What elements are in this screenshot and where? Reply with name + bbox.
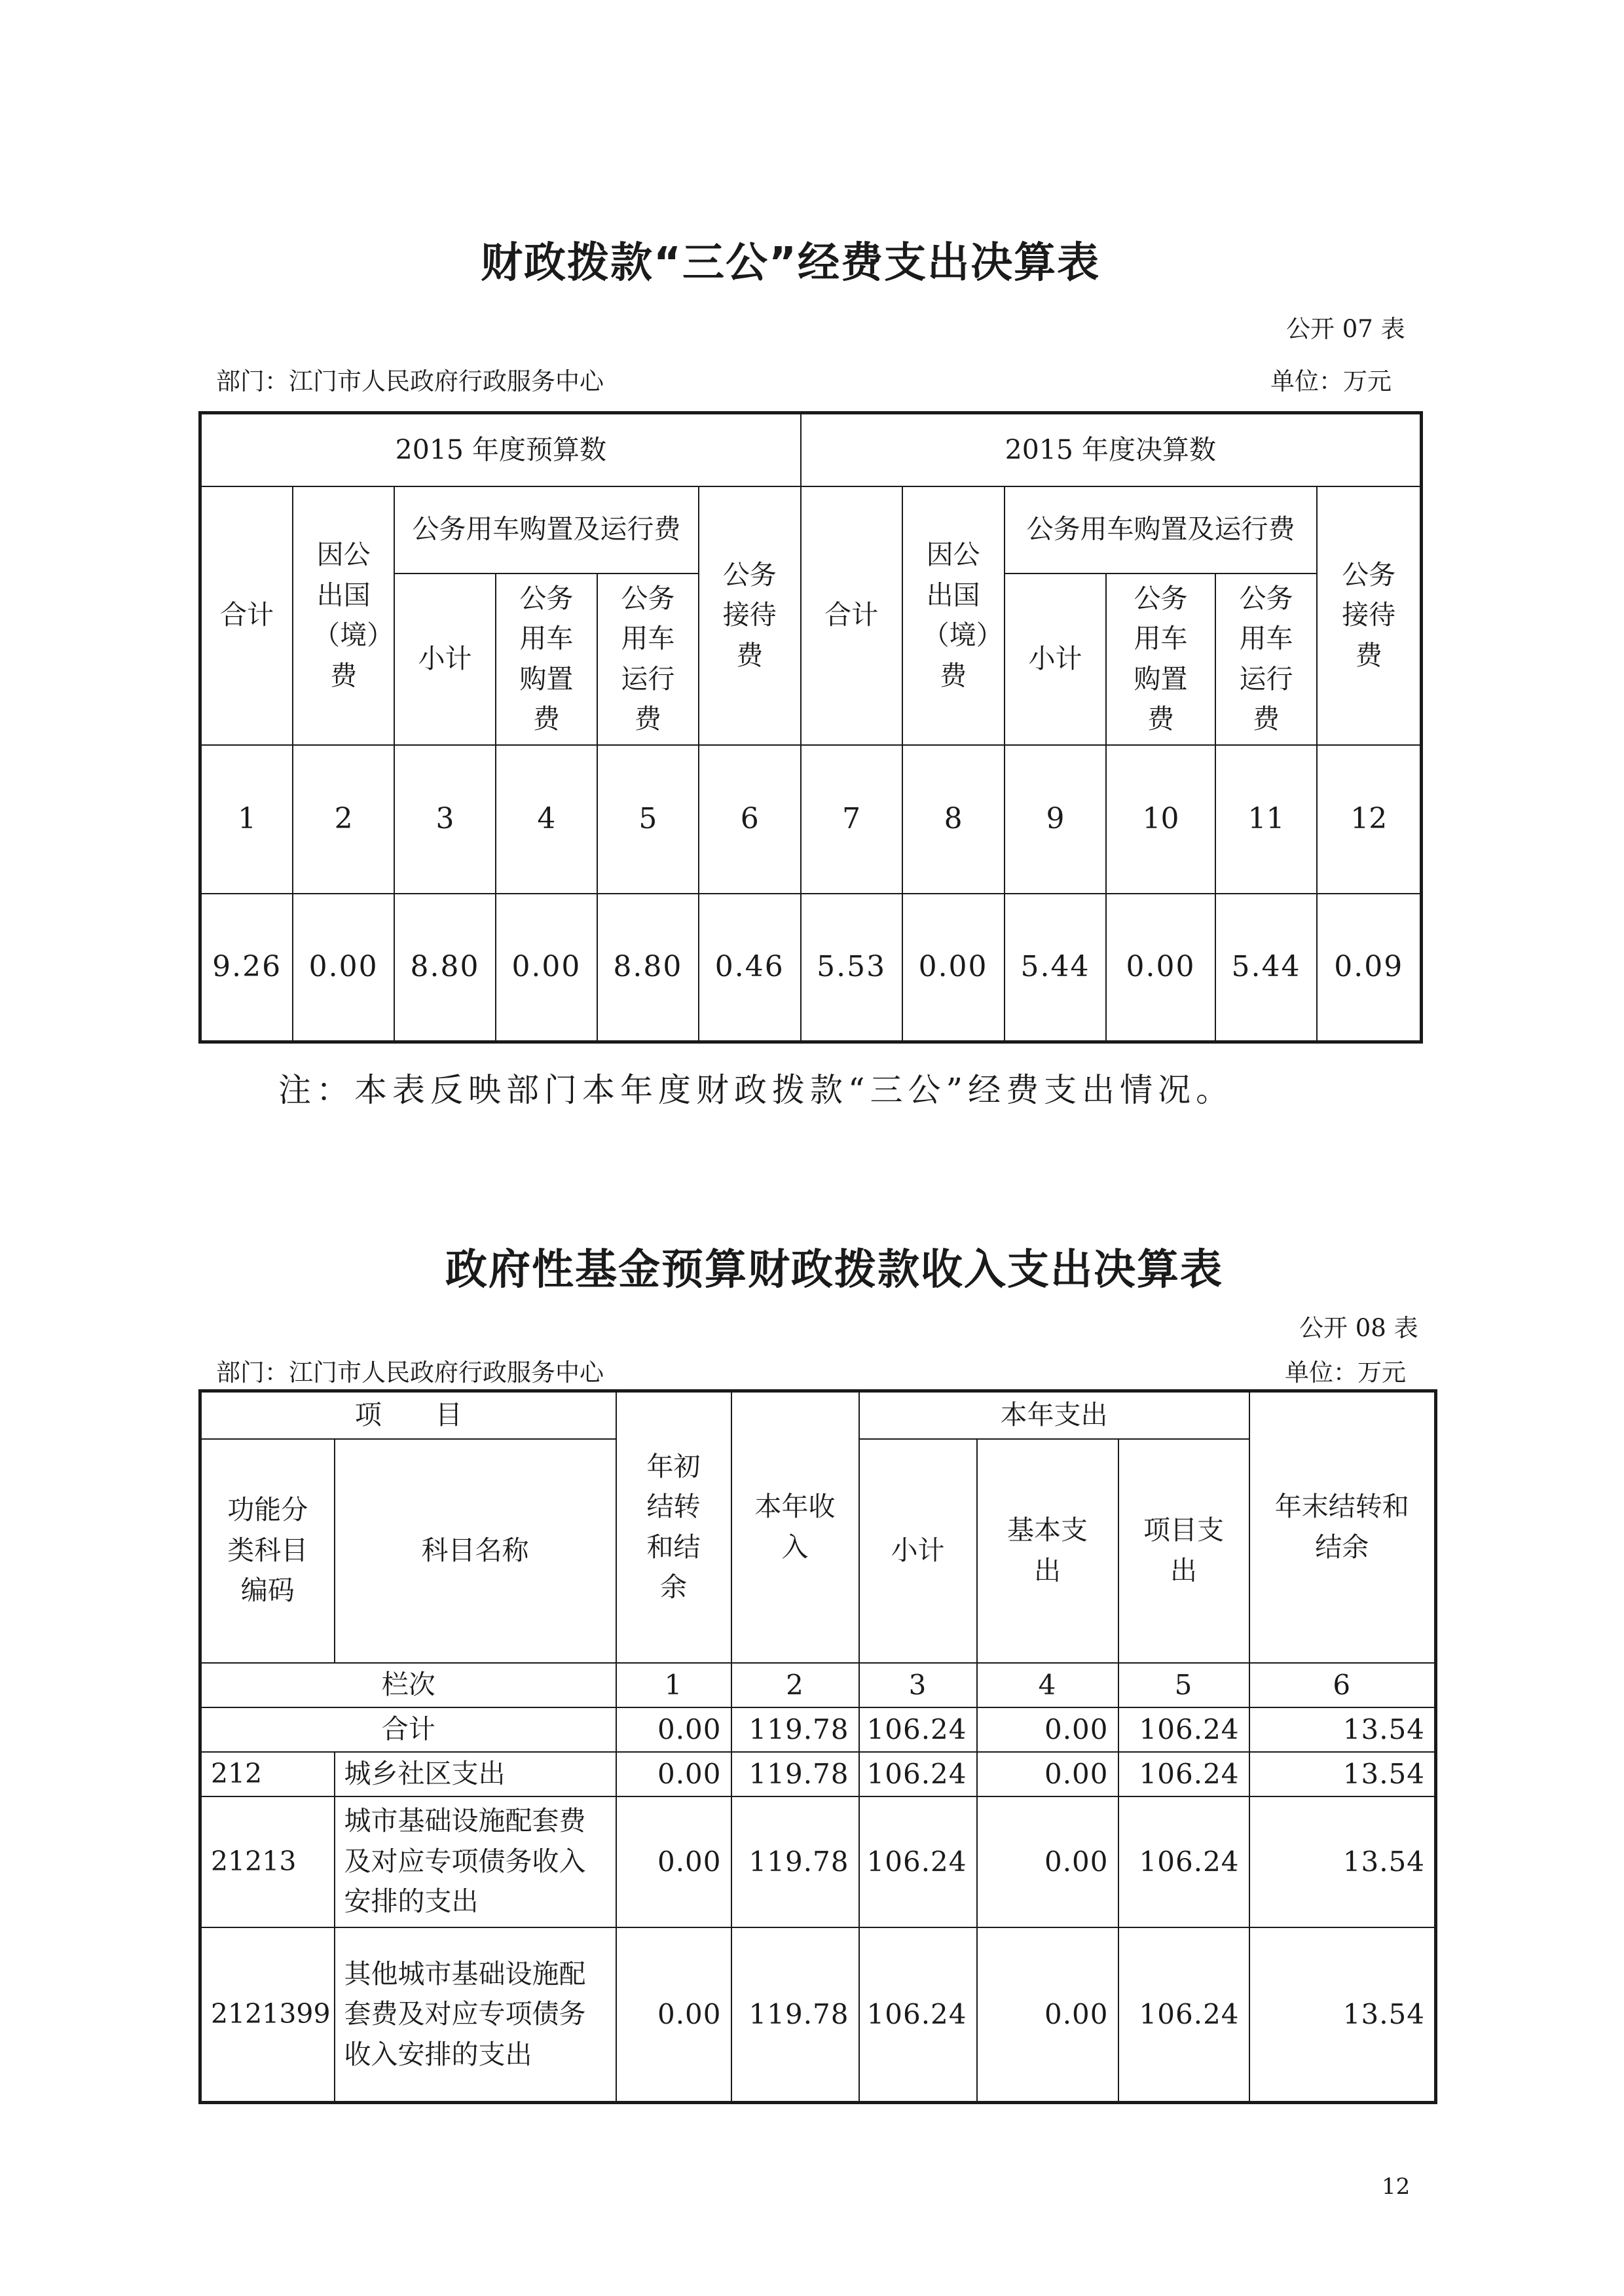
- col-purchase-actual: 公务用车购置费: [1106, 574, 1215, 745]
- value-cell: 106.24: [859, 1707, 977, 1752]
- value-cell: 0.00: [902, 894, 1005, 1042]
- lanci-row: [200, 1663, 1436, 1707]
- col-subtotal-actual: 小计: [1005, 574, 1107, 745]
- subject-name: 城市基础设施配套费及对应专项债务收入安排的支出: [335, 1796, 616, 1927]
- col-number: 4: [977, 1663, 1118, 1707]
- column-number-row: [200, 745, 1422, 894]
- col-number: 12: [1317, 745, 1421, 894]
- value-cell: 0.00: [616, 1752, 731, 1796]
- col-number: 10: [1106, 745, 1215, 894]
- value-cell: 0.00: [616, 1927, 731, 2103]
- value-cell: 0.00: [293, 894, 394, 1042]
- value-cell: 5.44: [1215, 894, 1318, 1042]
- subject-code: 212: [200, 1752, 335, 1796]
- page-number: 12: [1382, 2174, 1411, 2200]
- value-cell: 0.00: [496, 894, 597, 1042]
- value-cell: 0.00: [616, 1796, 731, 1927]
- value-cell: 9.26: [200, 894, 293, 1042]
- header-subtotal: 小计: [859, 1439, 977, 1663]
- col-number: 1: [616, 1663, 731, 1707]
- value-cell: 0.46: [699, 894, 801, 1042]
- value-cell: 0.00: [977, 1796, 1118, 1927]
- three-public-expense-table: [198, 411, 1423, 1044]
- table1-dept: 部门：江门市人民政府行政服务中心: [216, 367, 604, 395]
- lanci-label: 栏次: [200, 1663, 616, 1707]
- value-cell: 5.53: [801, 894, 902, 1042]
- value-cell: 0.00: [616, 1707, 731, 1752]
- table2-dept: 部门：江门市人民政府行政服务中心: [216, 1358, 604, 1387]
- col-number: 2: [293, 745, 394, 894]
- header-end-balance: 年末结转和结余: [1249, 1391, 1436, 1663]
- col-number: 7: [801, 745, 902, 894]
- col-total-actual: 合计: [801, 486, 902, 745]
- col-purchase-budget: 公务用车购置费: [496, 574, 597, 745]
- col-abroad-actual: 因公出国（境）费: [902, 486, 1005, 745]
- header-function-code: 功能分类科目编码: [200, 1439, 335, 1663]
- value-cell: 119.78: [731, 1752, 859, 1796]
- col-number: 9: [1005, 745, 1107, 894]
- vehicle-group-actual: 公务用车购置及运行费: [1005, 486, 1318, 574]
- col-total-budget: 合计: [200, 486, 293, 745]
- subject-name: 城乡社区支出: [335, 1752, 616, 1796]
- value-cell: 0.00: [1106, 894, 1215, 1042]
- value-cell: 119.78: [731, 1796, 859, 1927]
- col-number: 3: [859, 1663, 977, 1707]
- vehicle-group-budget: 公务用车购置及运行费: [394, 486, 699, 574]
- gov-fund-budget-table: [198, 1389, 1437, 2104]
- value-cell: 8.80: [394, 894, 496, 1042]
- col-number: 4: [496, 745, 597, 894]
- value-cell: 13.54: [1249, 1927, 1436, 2103]
- value-cell: 5.44: [1005, 894, 1107, 1042]
- header-expense-group: 本年支出: [859, 1391, 1249, 1439]
- col-reception-actual: 公务接待费: [1317, 486, 1421, 745]
- col-number: 8: [902, 745, 1005, 894]
- total-label: 合计: [200, 1707, 616, 1752]
- col-operation-budget: 公务用车运行费: [597, 574, 699, 745]
- col-number: 1: [200, 745, 293, 894]
- col-number: 3: [394, 745, 496, 894]
- col-number: 5: [1118, 1663, 1249, 1707]
- col-abroad-budget: 因公出国（境）费: [293, 486, 394, 745]
- value-cell: 106.24: [859, 1796, 977, 1927]
- header-basic-expense: 基本支出: [977, 1439, 1118, 1663]
- value-cell: 106.24: [1118, 1752, 1249, 1796]
- value-cell: 119.78: [731, 1927, 859, 2103]
- table-row: [200, 1796, 1436, 1927]
- col-subtotal-budget: 小计: [394, 574, 496, 745]
- value-cell: 119.78: [731, 1707, 859, 1752]
- table1-code: 公开 07 表: [1286, 315, 1405, 343]
- value-cell: 0.09: [1317, 894, 1421, 1042]
- value-cell: 106.24: [859, 1752, 977, 1796]
- value-cell: 0.00: [977, 1707, 1118, 1752]
- col-number: 5: [597, 745, 699, 894]
- subject-code: 21213: [200, 1796, 335, 1927]
- value-cell: 13.54: [1249, 1752, 1436, 1796]
- table2-code: 公开 08 表: [1299, 1314, 1418, 1342]
- header-project-expense: 项目支出: [1118, 1439, 1249, 1663]
- value-cell: 106.24: [1118, 1707, 1249, 1752]
- col-number: 2: [731, 1663, 859, 1707]
- table-row: [200, 1752, 1436, 1796]
- value-cell: 13.54: [1249, 1707, 1436, 1752]
- col-number: 11: [1215, 745, 1318, 894]
- col-number: 6: [1249, 1663, 1436, 1707]
- col-number: 6: [699, 745, 801, 894]
- value-cell: 106.24: [1118, 1796, 1249, 1927]
- table1-title: 财政拨款“三公”经费支出决算表: [481, 239, 1101, 287]
- header-income: 本年收入: [731, 1391, 859, 1663]
- table-row: [200, 1927, 1436, 2103]
- value-cell: 106.24: [859, 1927, 977, 2103]
- col-reception-budget: 公务接待费: [699, 486, 801, 745]
- value-row: [200, 894, 1422, 1042]
- total-row: [200, 1707, 1436, 1752]
- subject-name: 其他城市基础设施配套费及对应专项债务收入安排的支出: [335, 1927, 616, 2103]
- table1-note: 注：本表反映部门本年度财政拨款“三公”经费支出情况。: [278, 1071, 1234, 1109]
- actual-header: 2015 年度决算数: [801, 413, 1422, 486]
- value-cell: 106.24: [1118, 1927, 1249, 2103]
- subject-code: 2121399: [200, 1927, 335, 2103]
- table2-unit: 单位：万元: [1285, 1358, 1406, 1387]
- header-begin-balance: 年初结转和结余: [616, 1391, 731, 1663]
- value-cell: 8.80: [597, 894, 699, 1042]
- table1-unit: 单位：万元: [1270, 367, 1392, 395]
- table2-title: 政府性基金预算财政拨款收入支出决算表: [445, 1246, 1223, 1294]
- budget-header: 2015 年度预算数: [200, 413, 801, 486]
- col-operation-actual: 公务用车运行费: [1215, 574, 1318, 745]
- value-cell: 13.54: [1249, 1796, 1436, 1927]
- value-cell: 0.00: [977, 1927, 1118, 2103]
- value-cell: 0.00: [977, 1752, 1118, 1796]
- header-item: 项 目: [200, 1391, 616, 1439]
- header-subject-name: 科目名称: [335, 1439, 616, 1663]
